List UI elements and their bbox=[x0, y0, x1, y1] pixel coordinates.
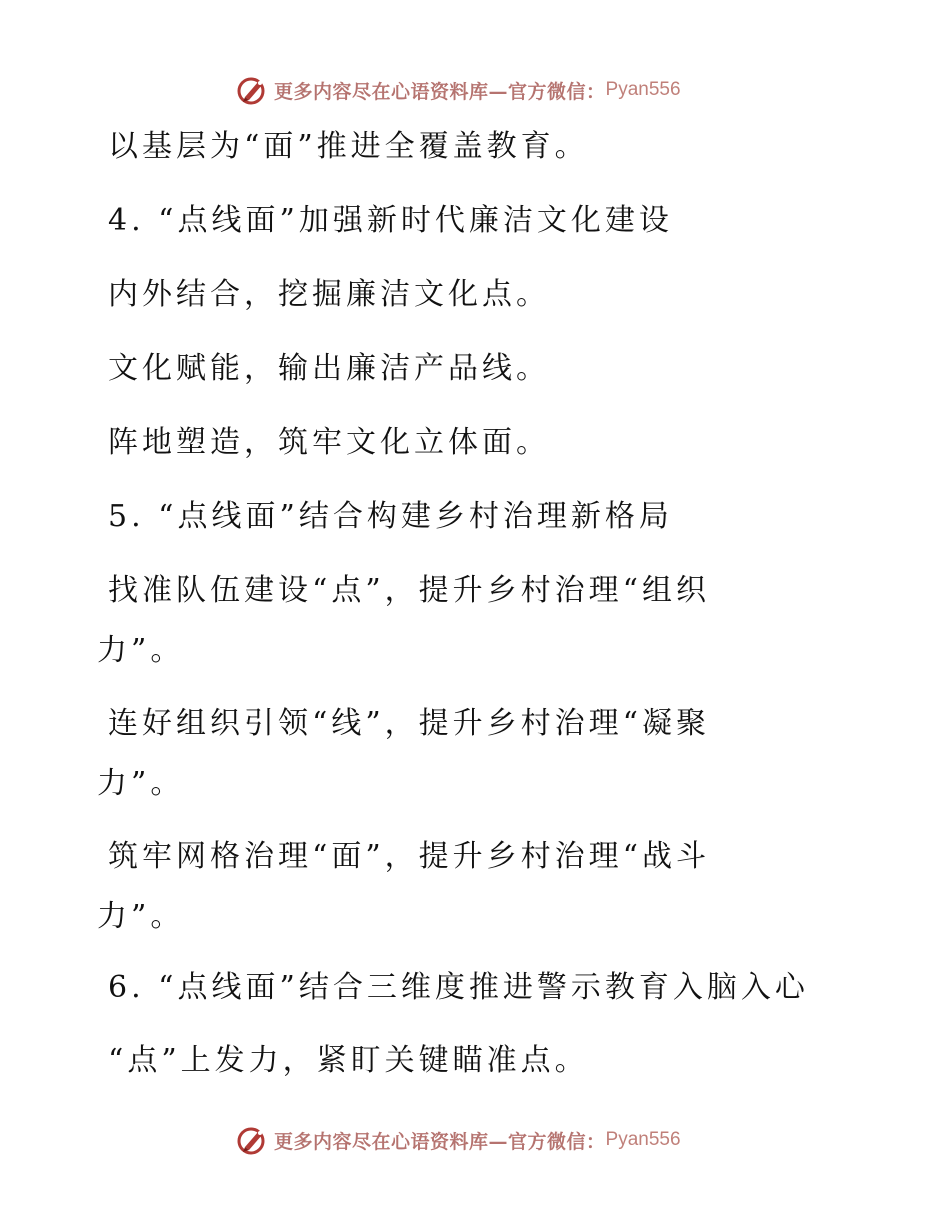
watermark-banner-top bbox=[0, 70, 950, 110]
pen-logo-icon bbox=[236, 1124, 268, 1156]
watermark-content bbox=[236, 72, 681, 108]
text-line-continuation: 力”。 bbox=[97, 633, 185, 668]
text-line: 阵地塑造，筑牢文化立体面。 bbox=[108, 425, 550, 460]
watermark-wechat-id: Pyan556 bbox=[605, 1129, 681, 1150]
text-line-continuation: 力”。 bbox=[97, 766, 185, 801]
text-line: 筑牢网格治理“面”，提升乡村治理“战斗 bbox=[108, 839, 711, 874]
pen-logo-icon bbox=[236, 74, 268, 106]
text-line: 以基层为“面”推进全覆盖教育。 bbox=[108, 129, 589, 164]
watermark-banner-bottom bbox=[0, 1120, 950, 1160]
section-heading-4: 4. “点线面”加强新时代廉洁文化建设 bbox=[108, 203, 673, 238]
text-line: 找准队伍建设“点”，提升乡村治理“组织 bbox=[108, 573, 711, 608]
section-heading-5: 5. “点线面”结合构建乡村治理新格局 bbox=[108, 499, 673, 534]
watermark-text: 更多内容尽在心语资料库—官方微信： bbox=[274, 1130, 606, 1153]
watermark-text: 更多内容尽在心语资料库—官方微信： bbox=[274, 80, 606, 103]
text-line: 连好组织引领“线”，提升乡村治理“凝聚 bbox=[108, 706, 711, 741]
section-heading-6: 6. “点线面”结合三维度推进警示教育入脑入心 bbox=[108, 970, 809, 1005]
watermark-wechat-id: Pyan556 bbox=[605, 79, 681, 100]
text-line: “点”上发力，紧盯关键瞄准点。 bbox=[108, 1043, 589, 1078]
text-line: 文化赋能，输出廉洁产品线。 bbox=[108, 351, 550, 386]
watermark-content bbox=[236, 1122, 681, 1158]
text-line-continuation: 力”。 bbox=[97, 899, 185, 934]
text-line: 内外结合，挖掘廉洁文化点。 bbox=[108, 277, 550, 312]
